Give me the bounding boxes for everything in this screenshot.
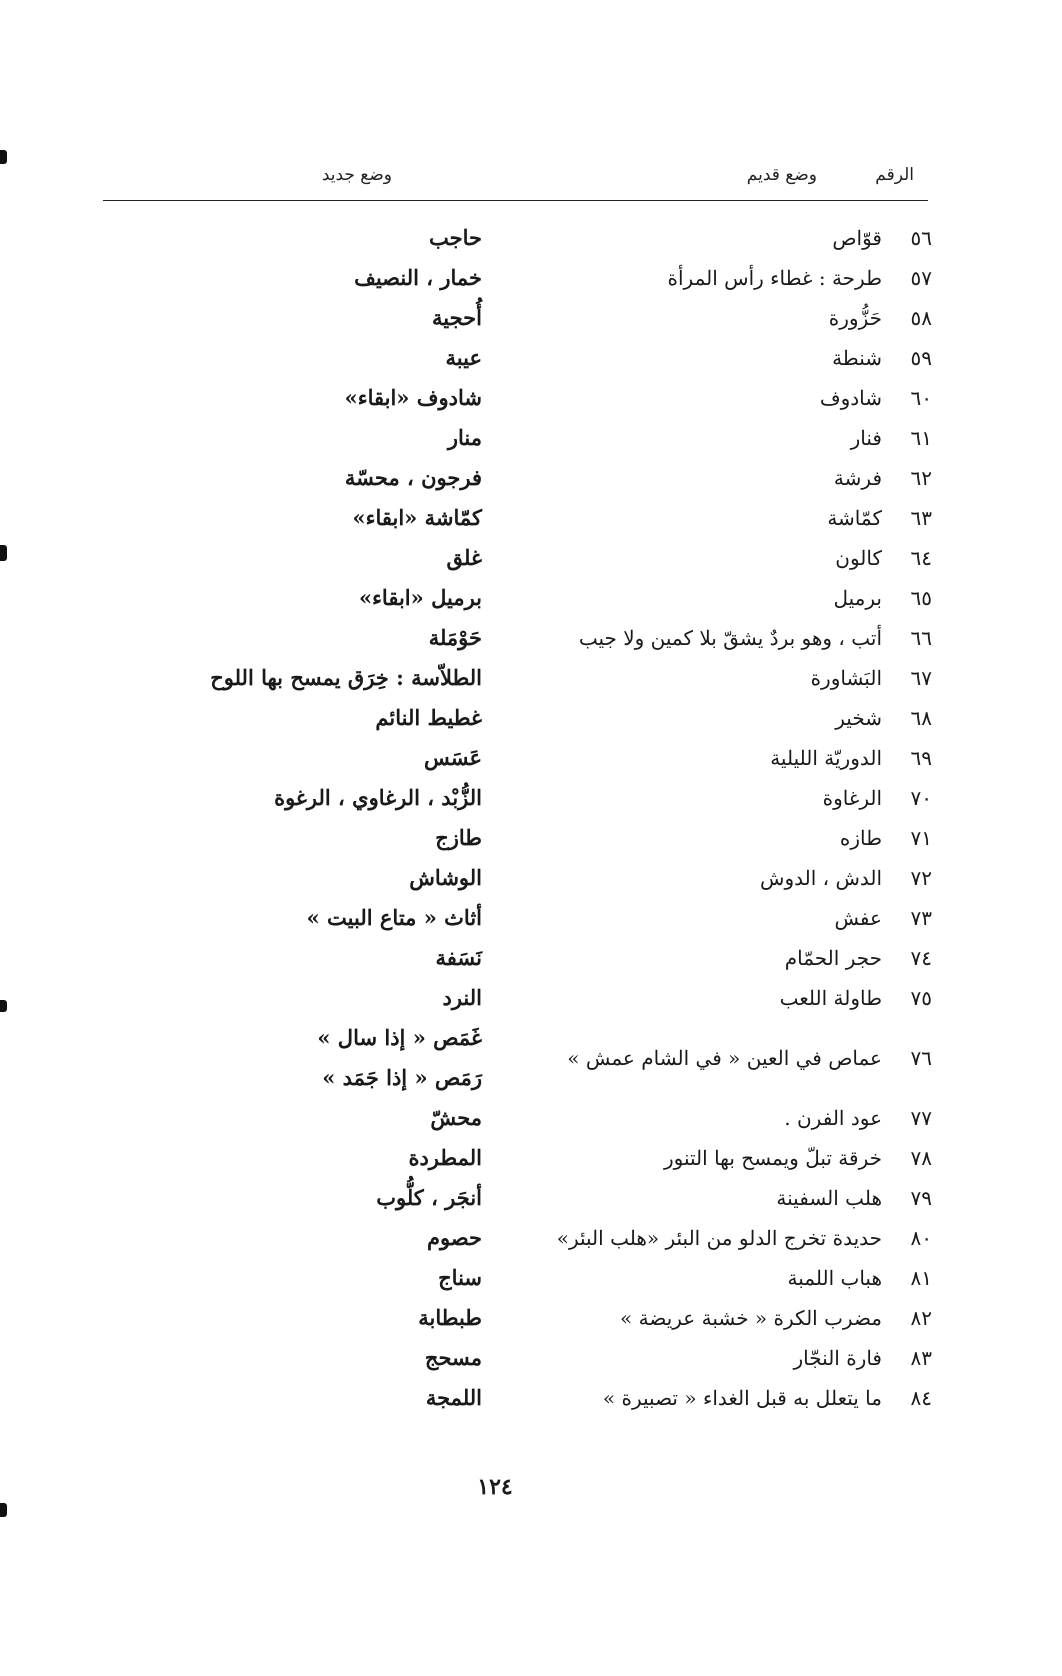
old-term: الدش ، الدوش bbox=[760, 866, 882, 890]
new-term: خمار ، النصيف bbox=[354, 265, 482, 290]
old-term: البَشاورة bbox=[810, 666, 882, 690]
new-term: منار bbox=[447, 425, 482, 450]
table-row bbox=[112, 502, 932, 542]
header-old-label: وضع قديم bbox=[746, 165, 817, 185]
new-term: فرجون ، محسّة bbox=[344, 465, 482, 490]
entry-number: ٧٢ bbox=[910, 866, 932, 890]
table-row bbox=[112, 902, 932, 942]
new-term: كمّاشة «ابقاء» bbox=[352, 505, 482, 530]
page-number: ١٢٤ bbox=[477, 1474, 513, 1500]
entry-number: ٦٠ bbox=[910, 386, 932, 410]
old-term: حجر الحمّام bbox=[784, 946, 882, 970]
old-term: مضرب الكرة « خشبة عريضة » bbox=[620, 1306, 882, 1330]
table-row bbox=[112, 262, 932, 302]
header-number-label: الرقم bbox=[875, 165, 914, 185]
old-term: ما يتعلل به قبل الغداء « تصبيرة » bbox=[602, 1386, 882, 1410]
old-term: طاولة اللعب bbox=[779, 986, 882, 1010]
entry-number: ٨٠ bbox=[910, 1226, 932, 1250]
new-term: غلق bbox=[446, 545, 482, 570]
entry-number: ٥٦ bbox=[910, 226, 932, 250]
entry-number: ٨١ bbox=[910, 1266, 932, 1290]
new-term: برميل «ابقاء» bbox=[358, 585, 482, 610]
table-row bbox=[112, 222, 932, 262]
new-term: سناج bbox=[438, 1265, 482, 1290]
old-term: فارة النجّار bbox=[793, 1346, 882, 1370]
table-row bbox=[112, 742, 932, 782]
new-term: عَسَس bbox=[423, 745, 482, 770]
old-term: كمّاشة bbox=[827, 506, 882, 530]
table-row bbox=[112, 1342, 932, 1382]
new-term: المطردة bbox=[408, 1145, 482, 1170]
new-term: شادوف «ابقاء» bbox=[344, 385, 482, 410]
entry-number: ٦٨ bbox=[910, 706, 932, 730]
entry-number: ٧٣ bbox=[910, 906, 932, 930]
new-term: مسحج bbox=[424, 1345, 482, 1370]
old-term: شخير bbox=[835, 706, 882, 730]
new-term: اللمجة bbox=[425, 1385, 482, 1410]
old-term: عماص في العين « في الشام عمش » bbox=[567, 1046, 882, 1070]
old-term: هلب السفينة bbox=[776, 1186, 882, 1210]
entry-number: ٦٩ bbox=[910, 746, 932, 770]
table-row bbox=[112, 1262, 932, 1302]
header-new-label: وضع جديد bbox=[321, 165, 392, 185]
table-row bbox=[112, 822, 932, 862]
old-term: الدوريّة الليلية bbox=[770, 746, 882, 770]
table-row bbox=[112, 862, 932, 902]
table-row bbox=[112, 1382, 932, 1422]
old-term: هباب اللمبة bbox=[787, 1266, 882, 1290]
table-row bbox=[112, 302, 932, 342]
new-term: حصوم bbox=[426, 1225, 482, 1250]
entry-number: ٦٣ bbox=[910, 506, 932, 530]
new-term: غَمَص « إذا سال » bbox=[317, 1025, 482, 1050]
table-row bbox=[112, 1142, 932, 1182]
old-term: شادوف bbox=[819, 386, 882, 410]
table-row bbox=[112, 622, 932, 662]
old-term: خرقة تبلّ ويمسح بها التنور bbox=[664, 1146, 882, 1170]
table-row bbox=[112, 662, 932, 702]
entry-number: ٥٨ bbox=[910, 306, 932, 330]
entry-number: ٧٨ bbox=[910, 1146, 932, 1170]
scan-edge-mark bbox=[0, 545, 7, 561]
table-row bbox=[112, 1302, 932, 1342]
table-row bbox=[112, 1222, 932, 1262]
entry-number: ٧٤ bbox=[910, 946, 932, 970]
new-term: أنجَر ، كلُّوب bbox=[376, 1185, 482, 1210]
table-row bbox=[112, 1182, 932, 1222]
scan-edge-mark bbox=[0, 1503, 7, 1517]
table-row bbox=[112, 342, 932, 382]
new-term: النرد bbox=[442, 985, 482, 1010]
entry-number: ٧٦ bbox=[910, 1046, 932, 1070]
scan-edge-mark bbox=[0, 1000, 7, 1012]
old-term: كالون bbox=[835, 546, 882, 570]
table-row bbox=[112, 462, 932, 502]
new-term: حاجب bbox=[429, 225, 482, 250]
old-term: عفش bbox=[834, 906, 882, 930]
header-rule bbox=[103, 200, 928, 201]
new-term: طازج bbox=[435, 825, 482, 850]
old-term: فرشة bbox=[833, 466, 882, 490]
old-term: شنطة bbox=[832, 346, 882, 370]
table-row bbox=[112, 702, 932, 742]
table-row bbox=[112, 422, 932, 462]
old-term: حديدة تخرج الدلو من البئر «هلب البئر» bbox=[556, 1226, 882, 1250]
entry-number: ٧٩ bbox=[910, 1186, 932, 1210]
old-term: أتب ، وهو بردٌ يشقّ بلا كمين ولا جيب bbox=[578, 626, 882, 650]
table-row bbox=[112, 782, 932, 822]
entry-number: ٧٧ bbox=[910, 1106, 932, 1130]
entry-number: ٥٧ bbox=[910, 266, 932, 290]
new-term: عيبة bbox=[445, 345, 482, 370]
entry-number: ٧٥ bbox=[910, 986, 932, 1010]
new-term: طبطابة bbox=[418, 1305, 482, 1330]
entry-number: ٦٢ bbox=[910, 466, 932, 490]
table-row bbox=[112, 982, 932, 1022]
entry-number: ٦٦ bbox=[910, 626, 932, 650]
entry-number: ٦١ bbox=[910, 426, 932, 450]
new-term: محشّ bbox=[430, 1105, 482, 1130]
old-term: قوّاص bbox=[832, 226, 882, 250]
new-term: الطلاّسة : خِرَق يمسح بها اللوح bbox=[210, 665, 482, 690]
old-term: طرحة : غطاء رأس المرأة bbox=[667, 266, 882, 290]
new-term: حَوْمَلة bbox=[428, 625, 482, 650]
old-term: حَزُّورة bbox=[828, 306, 882, 330]
entry-number: ٨٣ bbox=[910, 1346, 932, 1370]
old-term: فنار bbox=[850, 426, 882, 450]
table-row bbox=[112, 942, 932, 982]
entry-number: ٧٠ bbox=[910, 786, 932, 810]
scan-edge-mark bbox=[0, 150, 7, 164]
new-term: الوشاش bbox=[409, 865, 482, 890]
entry-number: ٧١ bbox=[910, 826, 932, 850]
new-term: نَسَفة bbox=[435, 945, 482, 970]
table-row bbox=[112, 1022, 932, 1102]
entry-number: ٦٧ bbox=[910, 666, 932, 690]
entry-number: ٥٩ bbox=[910, 346, 932, 370]
old-term: الرغاوة bbox=[822, 786, 882, 810]
old-term: برميل bbox=[833, 586, 882, 610]
new-term: أثاث « متاع البيت » bbox=[306, 905, 482, 930]
entry-number: ٨٤ bbox=[910, 1386, 932, 1410]
table-row bbox=[112, 1102, 932, 1142]
new-term-secondary: رَمَص « إذا جَمَد » bbox=[322, 1065, 482, 1090]
entry-number: ٨٢ bbox=[910, 1306, 932, 1330]
new-term: غطيط النائم bbox=[375, 705, 482, 730]
table-row bbox=[112, 582, 932, 622]
old-term: عود الفرن . bbox=[784, 1106, 882, 1130]
entry-number: ٦٥ bbox=[910, 586, 932, 610]
table-row bbox=[112, 542, 932, 582]
new-term: أُحجية bbox=[432, 305, 482, 330]
entries-table bbox=[112, 222, 932, 1422]
entry-number: ٦٤ bbox=[910, 546, 932, 570]
old-term: طازه bbox=[839, 826, 882, 850]
table-row bbox=[112, 382, 932, 422]
new-term: الزُّبْد ، الرغاوي ، الرغوة bbox=[274, 785, 482, 810]
